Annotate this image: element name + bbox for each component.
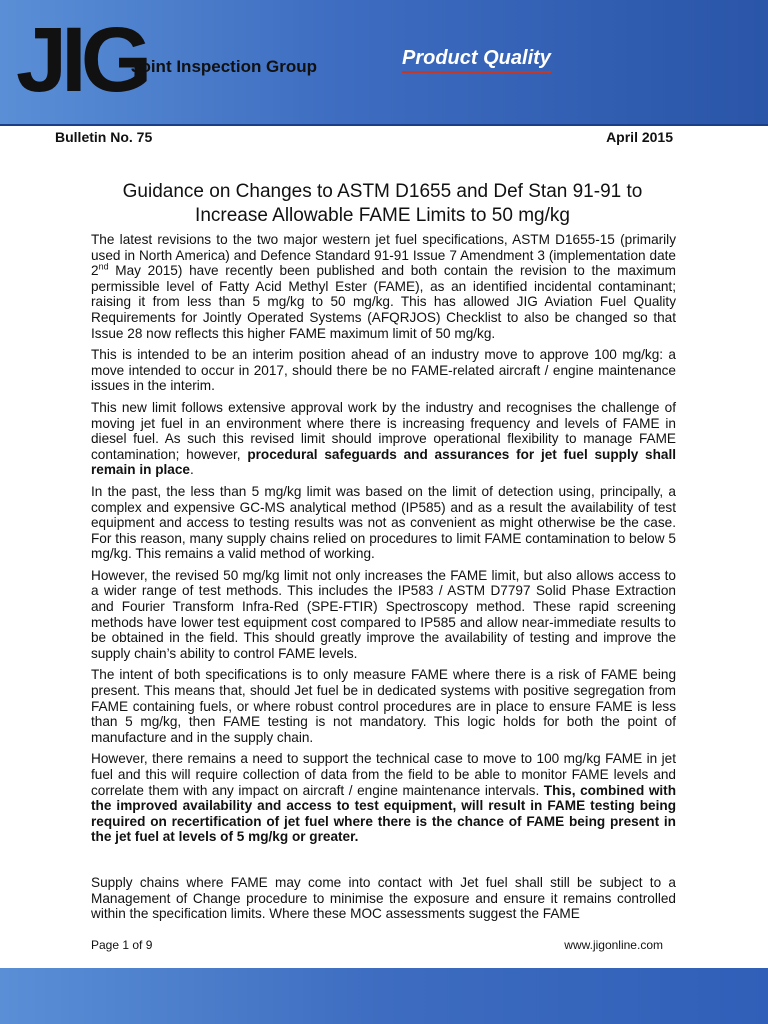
paragraph-5: However, the revised 50 mg/kg limit not only increases the FAME limit, but also allows access to a wider range of test methods. This includes the IP583 / ASTM D7797 Solid Phase Extraction and Fourier Transform Infra-Red (SPE-FTIR) Spectroscopy method. These rapid screening methods have lower test equipment cost compared to IP585 and allow near-immediate results to be obtained in the field. This should greatly improve the availability of testing and improve the supply chain’s ability to control FAME levels. [91,567,676,661]
header-divider [0,124,768,126]
paragraph-3: This new limit follows extensive approval work by the industry and recognises the challenge of moving jet fuel in an environment where there is increasing frequency and levels of FAME in diesel fuel. As such this revised limit should improve operational flexibility to manage FAME contamination; however, procedural safeguards and assurances for jet fuel supply shall remain in place. [91,399,677,478]
paragraph-4: In the past, the less than 5 mg/kg limit was based on the limit of detection using, principally, a complex and expensive GC-MS analytical method (IP585) and as a result the availability of test equipment and access to testing results was not as convenient as might otherwise be the case. For this reason, many supply chains relied on procedures to limit FAME contamination to below 5 mg/kg. This remains a valid method of working. [91,483,676,562]
footer-band [0,968,768,1024]
document-title [60,180,705,228]
paragraph-6: The intent of both specifications is to only measure FAME where there is a risk of FAME being present. This means that, should Jet fuel be in dedicated systems with positive segregation from FAME containing fuels, or where robust control procedures are in place to ensure FAME is less than 5 mg/kg, then FAME testing is not mandatory. This logic holds for both the point of manufacture and in the supply chain. [91,667,676,745]
org-name: Joint Inspection Group [131,57,318,76]
paragraph-2: This is intended to be an interim position ahead of an industry move to approve 100 mg/kg: a move intended to occur in 2017, should there be no FAME-related aircraft / engine maintenance issues in the interim. [91,347,676,394]
title-line-1: Guidance on Changes to ASTM D1655 and Def Stan 91-91 to [122,181,643,202]
title-line-2: Increase Allowable FAME Limits to 50 mg/kg [195,205,570,226]
website-link[interactable]: www.jigonline.com [564,938,663,952]
paragraph-7: However, there remains a need to support the technical case to move to 100 mg/kg FAME in jet fuel and this will require collection of data from the field to be able to monitor FAME levels and correlate them with any impact on aircraft / engine maintenance intervals. This, combined with the improved availability and access to test equipment, will result in FAME testing being required on recertification of jet fuel where there is the chance of FAME being present in the jet fuel at levels of 5 mg/kg or greater. [91,751,676,845]
document-body [91,232,676,928]
section-title: Product Quality [402,47,551,73]
bulletin-date: April 2015 [606,129,673,145]
bulletin-number: Bulletin No. 75 [55,129,153,145]
jig-logo: JIG [16,9,147,111]
paragraph-8: Supply chains where FAME may come into contact with Jet fuel shall still be subject to a Management of Change procedure to minimise the exposure and ensure it remains controlled within the specification limits. Where these MOC assessments suggest the FAME [91,874,676,922]
page-number: Page 1 of 9 [91,938,153,952]
header-band [0,0,768,124]
paragraph-1: The latest revisions to the two major western jet fuel specifications, ASTM D1655-15 (primarily used in North America) and Defence Standard 91-91 Issue 7 Amendment 3 (implementation date 2nd May 2015) have recently been published and both contain the revision to the maximum permissible level of Fatty Acid Methyl Ester (FAME), as an identified incidental contaminant; raising it from less than 5 mg/kg to 50 mg/kg. This has allowed JIG Aviation Fuel Quality Requirements for Jointly Operated Systems (AFQRJOS) Checklist to also be changed so that Issue 28 now reflects this higher FAME maximum limit of 50 mg/kg. [91,232,676,341]
